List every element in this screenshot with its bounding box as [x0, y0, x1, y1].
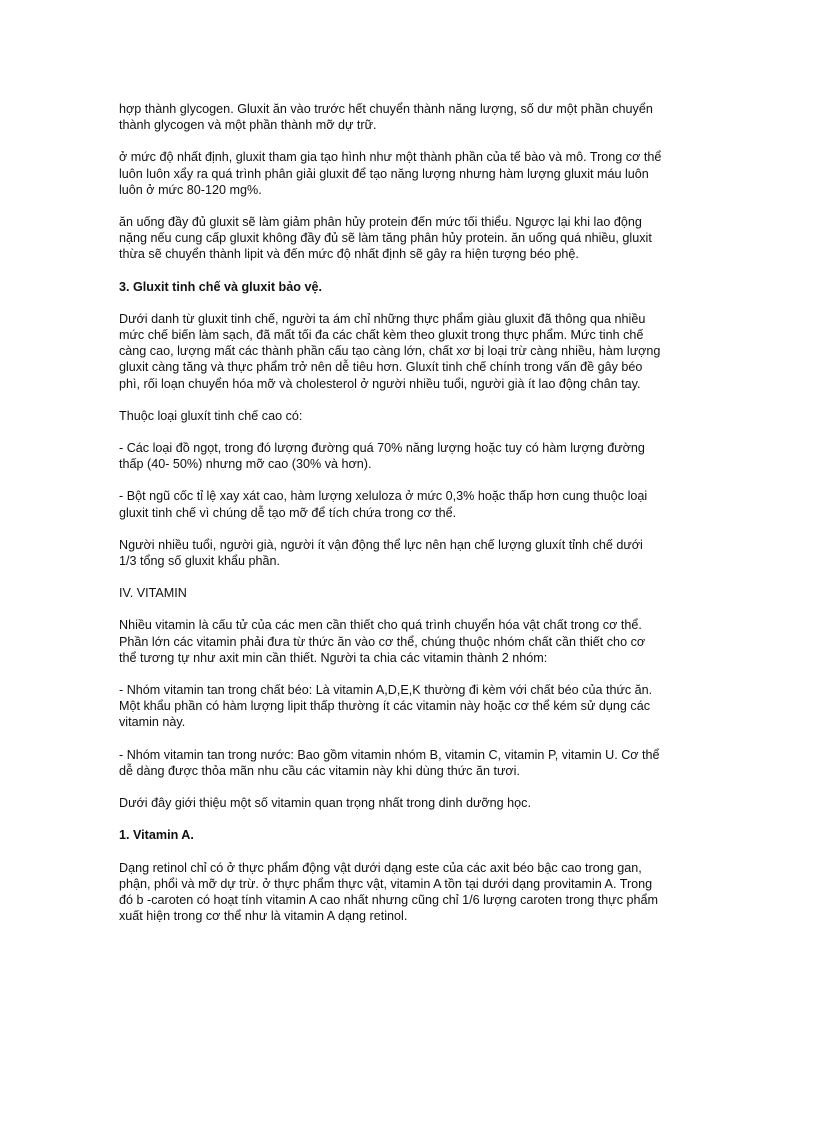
paragraph [119, 747, 699, 779]
paragraph [119, 149, 699, 198]
text-line: Phần lớn các vitamin phải đưa từ thức ăn vào cơ thể, chúng thuộc nhóm chất cần thiết cho cơ [119, 634, 646, 649]
text-line: ăn uống đầy đủ gluxit sẽ làm giảm phân hủy protein đến mức tối thiểu. Ngược lại khi lao động [119, 215, 642, 230]
text-line: 1. Vitamin A. [119, 828, 194, 843]
text-line: mức chế biến làm sạch, đã mất tối đa các chất kèm theo gluxit trong thực phẩm. Mức tinh chế [119, 328, 644, 343]
text-line: Người nhiều tuổi, người già, người ít vận động thể lực nên hạn chế lượng gluxít tỉnh chế dưới [119, 537, 643, 552]
paragraph [119, 860, 699, 925]
text-line: càng cao, lượng mất các thành phần cấu tạo càng lớn, chất xơ bị loại trừ càng nhiều, hàm lượng [119, 344, 661, 359]
text-line: Dưới danh từ gluxit tinh chế, người ta ám chỉ những thực phẩm giàu gluxit đã thông qua nhiều [119, 311, 646, 326]
paragraph [119, 408, 699, 424]
text-line: Dạng retinol chỉ có ở thực phẩm động vật dưới dạng este của các axit béo bậc cao trong gan, [119, 860, 642, 875]
text-line: vitamin này. [119, 715, 186, 730]
text-line: thấp (40- 50%) nhưng mỡ cao (30% và hơn). [119, 457, 372, 472]
paragraph [119, 214, 699, 263]
text-line: 3. Gluxit tinh chế và gluxit bảo vệ. [119, 279, 322, 294]
paragraph [119, 488, 699, 520]
text-line: - Bột ngũ cốc tỉ lệ xay xát cao, hàm lượng xeluloza ở mức 0,3% hoặc thấp hơn cung thuộc loại [119, 489, 648, 504]
text-line: thừa sẽ chuyển thành lipit và đến mức độ nhất định sẽ gây ra hiện tượng béo phệ. [119, 247, 579, 262]
text-line: IV. VITAMIN [119, 586, 187, 601]
text-line: nặng nếu cung cấp gluxit không đầy đủ sẽ làm tăng phân hủy protein. ăn uống quá nhiều, gluxit [119, 231, 652, 246]
text-line: Một khẩu phần có hàm lượng lipit thấp thường ít các vitamin này hoặc cơ thể kém sử dụng các [119, 699, 650, 714]
text-line: 1/3 tổng số gluxit khẩu phần. [119, 554, 281, 569]
text-line: - Nhóm vitamin tan trong nước: Bao gồm vitamin nhóm B, vitamin C, vitamin P, vitamin U. Cơ thể [119, 747, 660, 762]
paragraph [119, 795, 699, 811]
text-line: Dưới đây giới thiệu một số vitamin quan trọng nhất trong dinh dưỡng học. [119, 796, 531, 811]
paragraph [119, 537, 699, 569]
text-line: Thuộc loại gluxít tinh chế cao có: [119, 408, 303, 423]
paragraph [119, 101, 699, 133]
paragraph [119, 585, 699, 601]
section-heading [119, 827, 699, 843]
text-line: phì, rối loạn chuyển hóa mỡ và cholesterol ở người nhiều tuổi, người già ít lao động chân tay. [119, 376, 641, 391]
text-line: dễ dàng được thỏa mãn nhu cầu các vitamin này khi dùng thức ăn tươi. [119, 763, 520, 778]
document-page [119, 101, 699, 940]
text-line: thành glycogen và một phần thành mỡ dự trữ. [119, 118, 377, 133]
text-line: phận, phổi và mỡ dự trừ. ở thực phẩm thực vật, vitamin A tồn tại dưới dạng provitamin A. Trong [119, 876, 653, 891]
text-line: luôn luôn xẩy ra quá trình phân giải gluxit để tạo năng lượng nhưng hàm lượng gluxit máu luôn [119, 166, 649, 181]
text-line: - Các loại đồ ngọt, trong đó lượng đường quá 70% năng lượng hoặc tuy có hàm lượng đường [119, 441, 645, 456]
paragraph [119, 617, 699, 666]
text-line: đó b -caroten có hoạt tính vitamin A cao nhất nhưng cũng chỉ 1/6 lượng caroten trong thực phẩm [119, 892, 659, 907]
text-line: thể tương tự như axit min cần thiết. Người ta chia các vitamin thành 2 nhóm: [119, 650, 548, 665]
text-line: - Nhóm vitamin tan trong chất béo: Là vitamin A,D,E,K thường đi kèm với chất béo của thức ăn. [119, 683, 653, 698]
text-line: Nhiều vitamin là cấu tử của các men cần thiết cho quá trình chuyển hóa vật chất trong cơ thể. [119, 618, 642, 633]
text-line: ở mức độ nhất định, gluxit tham gia tạo hình như một thành phần của tế bào và mô. Trong cơ thể [119, 150, 662, 165]
text-line: hợp thành glycogen. Gluxit ăn vào trước hết chuyển thành năng lượng, số dư một phần chuyển [119, 102, 653, 116]
paragraph [119, 440, 699, 472]
text-line: xuất hiện trong cơ thể như là vitamin A dạng retinol. [119, 909, 408, 924]
text-line: gluxit tinh chế vì chúng dễ tạo mỡ để tích chứa trong cơ thể. [119, 505, 457, 520]
paragraph [119, 682, 699, 731]
section-heading [119, 279, 699, 295]
paragraph [119, 311, 699, 392]
text-line: gluxit càng tăng và thực phẩm trở nên dễ tiêu hơn. Gluxít tinh chế chính trong vấn đề gây béo [119, 360, 643, 375]
text-line: luôn ở mức 80-120 mg%. [119, 182, 262, 197]
